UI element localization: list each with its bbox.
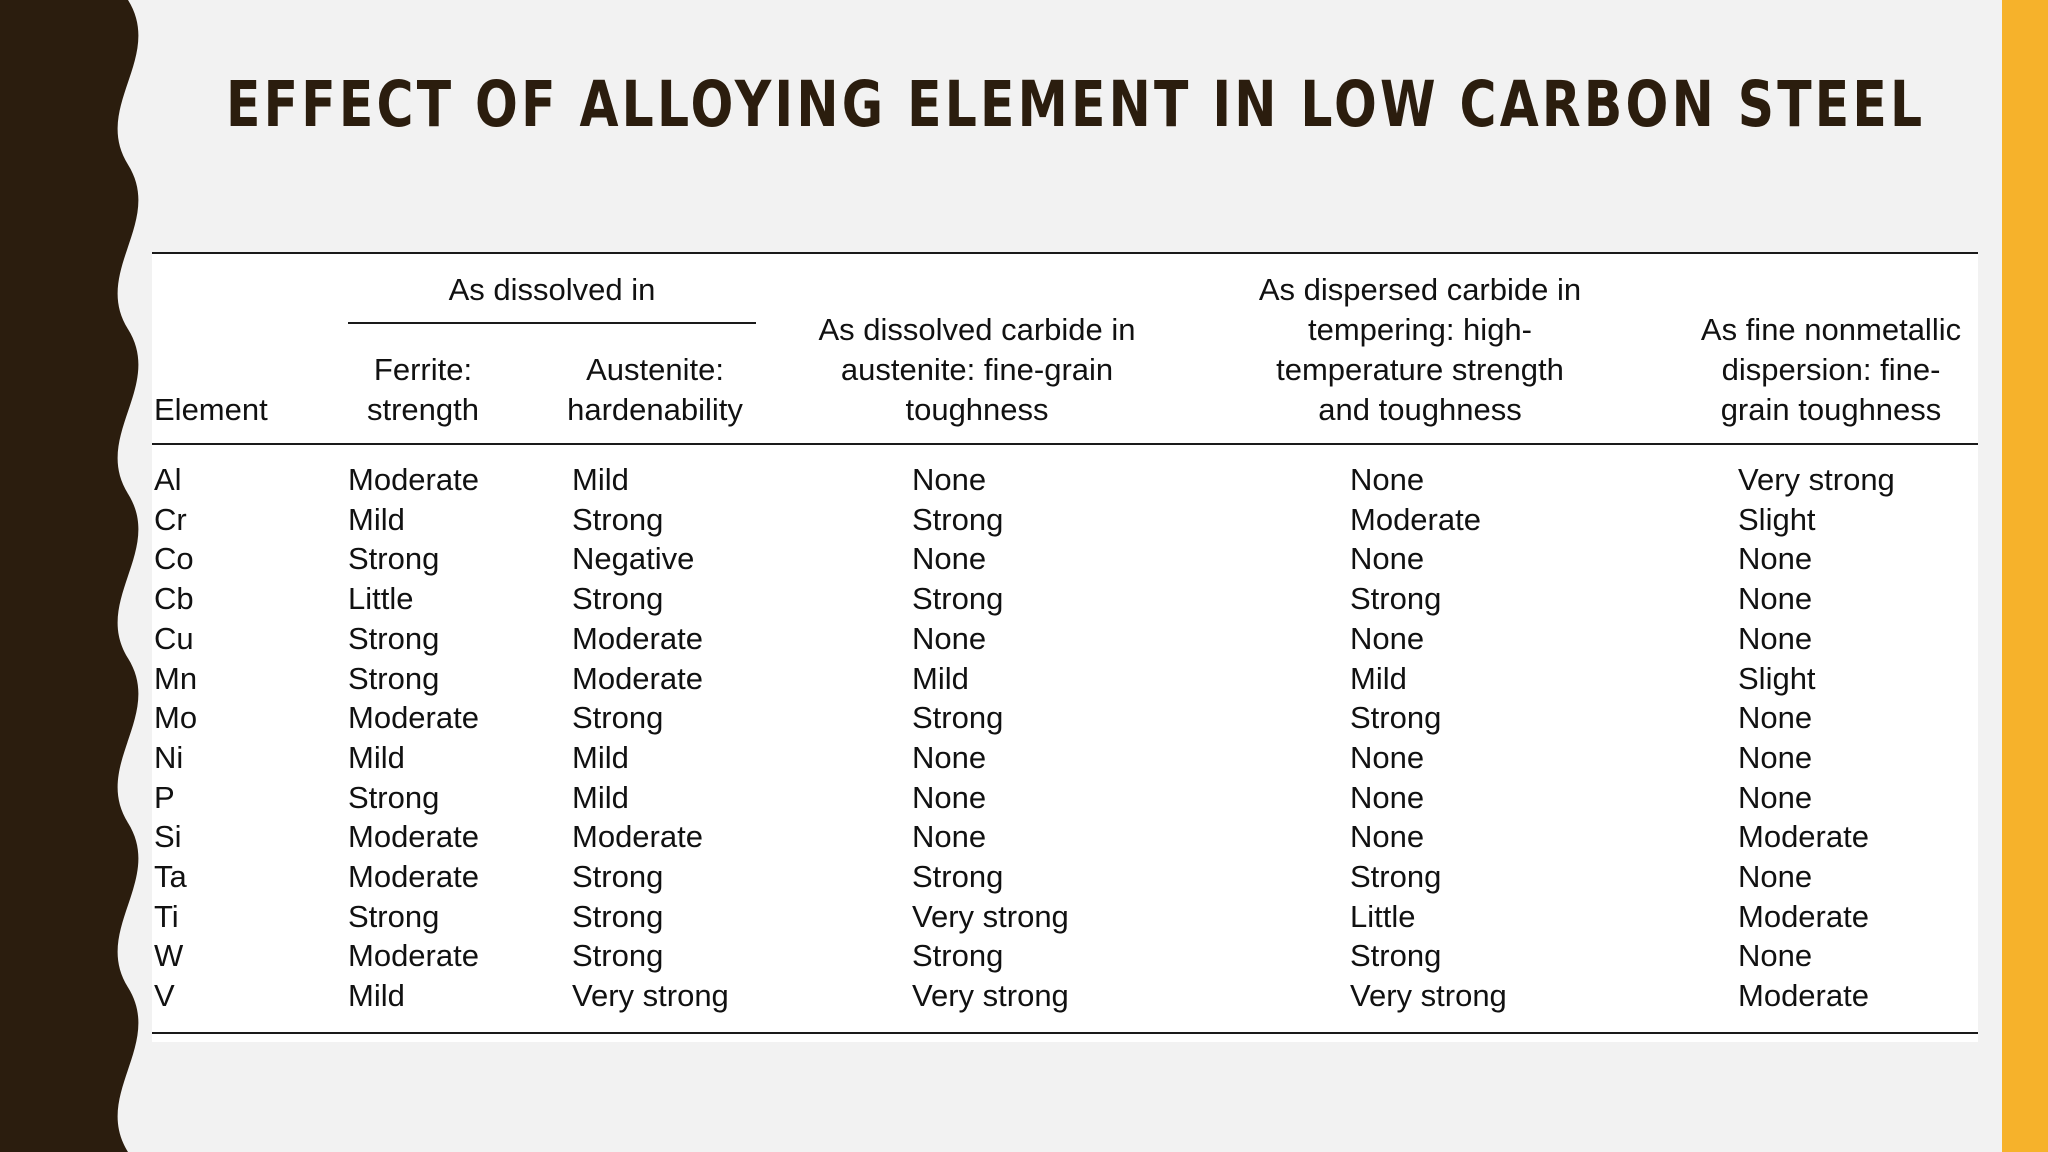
effect-cell: Strong — [1350, 700, 1442, 736]
effect-cell: Mild — [348, 978, 405, 1014]
effect-cell: None — [1738, 739, 1813, 775]
effect-cell: Mild — [348, 501, 405, 537]
header-element: Element — [154, 392, 268, 427]
effect-cell: Moderate — [572, 620, 703, 656]
effect-cell: Strong — [572, 700, 664, 736]
effect-cell: None — [1350, 739, 1425, 775]
right-accent-bar — [2002, 0, 2048, 1152]
header-dispersed-carbide-line: tempering: high- — [1307, 312, 1532, 347]
element-cell: V — [154, 978, 175, 1014]
header-ferrite-line: strength — [366, 392, 479, 427]
element-cell: Cb — [154, 581, 194, 617]
effect-cell: Little — [348, 581, 414, 617]
effect-cell: None — [912, 462, 987, 497]
element-cell: Si — [154, 819, 182, 855]
header-austenite-line: Austenite: — [586, 352, 724, 387]
effect-cell: Strong — [572, 501, 664, 537]
effect-cell: Strong — [348, 660, 440, 696]
effect-cell: Strong — [348, 898, 440, 934]
header-dispersed-carbide-line: As dispersed carbide in — [1258, 272, 1582, 307]
effect-cell: None — [1738, 700, 1813, 736]
effect-cell: Moderate — [348, 819, 479, 855]
effect-cell: Strong — [912, 859, 1004, 894]
table-row — [152, 539, 1978, 579]
wavy-left-border — [0, 0, 160, 1152]
element-cell: Cr — [154, 501, 187, 537]
table-row — [152, 460, 1978, 500]
effect-cell: Mild — [348, 739, 405, 775]
group-header-dissolved: As dissolved in — [448, 272, 656, 307]
header-ferrite-line: Ferrite: — [373, 352, 473, 387]
effect-cell: None — [912, 620, 987, 656]
header-nonmetallic-line: dispersion: fine- — [1721, 352, 1941, 387]
element-cell: Ti — [154, 898, 179, 934]
table-row — [152, 579, 1978, 619]
effect-cell: Strong — [348, 620, 440, 656]
element-cell: Ni — [154, 739, 184, 775]
effect-cell: Strong — [912, 938, 1004, 974]
effect-cell: Moderate — [1738, 898, 1869, 934]
element-cell: Cu — [154, 620, 194, 656]
effect-cell: Strong — [912, 501, 1004, 537]
header-austenite-line: hardenability — [567, 392, 743, 427]
effect-cell: None — [912, 739, 987, 775]
header-ferrite — [348, 350, 498, 430]
effect-cell: None — [1738, 938, 1813, 974]
group-header-underline — [348, 322, 756, 324]
effect-cell: Moderate — [1350, 501, 1481, 537]
effect-cell: Strong — [348, 779, 440, 815]
effect-cell: Very strong — [912, 978, 1069, 1014]
element-cell: Mn — [154, 660, 198, 696]
effect-cell: Strong — [572, 938, 664, 974]
table-bottom-rule — [152, 1032, 1978, 1034]
table-row — [152, 659, 1978, 699]
table-row — [152, 936, 1978, 976]
effect-cell: None — [912, 541, 987, 577]
effect-cell: None — [1350, 779, 1425, 815]
element-cell: W — [154, 938, 184, 974]
effect-cell: None — [1350, 620, 1425, 656]
effect-cell: Strong — [572, 581, 664, 617]
alloy-effects-table — [152, 252, 1978, 1042]
header-dissolved-carbide-line: toughness — [905, 392, 1049, 427]
effect-cell: Mild — [572, 739, 629, 775]
effect-cell: Moderate — [1738, 819, 1869, 855]
effect-cell: Strong — [912, 700, 1004, 736]
effect-cell: None — [1350, 462, 1425, 497]
table-row — [152, 897, 1978, 937]
table-row — [152, 976, 1978, 1016]
element-cell: Ta — [154, 859, 187, 894]
effect-cell: Strong — [1350, 581, 1442, 617]
header-nonmetallic-line: grain toughness — [1720, 392, 1942, 427]
header-austenite — [550, 350, 760, 430]
effect-cell: Moderate — [348, 462, 479, 497]
table-row — [152, 817, 1978, 857]
effect-cell: Mild — [572, 462, 629, 497]
table-row — [152, 738, 1978, 778]
effect-cell: Very strong — [572, 978, 729, 1014]
effect-cell: Mild — [912, 660, 969, 696]
effect-cell: None — [912, 779, 987, 815]
header-dispersed-carbide-line: temperature strength — [1276, 352, 1564, 387]
element-cell: P — [154, 779, 175, 815]
element-cell: Co — [154, 541, 194, 577]
table-row — [152, 619, 1978, 659]
effect-cell: Moderate — [572, 819, 703, 855]
slide-title: EFFECT OF ALLOYING ELEMENT IN LOW CARBON STEEL — [226, 68, 1926, 141]
table-row — [152, 778, 1978, 818]
header-nonmetallic-line: As fine nonmetallic — [1700, 312, 1962, 347]
effect-cell: None — [912, 819, 987, 855]
effect-cell: Moderate — [1738, 978, 1869, 1014]
effect-cell: None — [1738, 779, 1813, 815]
header-dispersed-carbide — [1220, 270, 1620, 430]
wavy-border-shape — [0, 0, 138, 1152]
effect-cell: Slight — [1738, 660, 1816, 696]
table-row — [152, 857, 1978, 897]
effect-cell: Moderate — [572, 660, 703, 696]
effect-cell: Negative — [572, 541, 695, 577]
effect-cell: Little — [1350, 898, 1416, 934]
effect-cell: Very strong — [1738, 462, 1895, 497]
table-top-rule — [152, 252, 1978, 254]
effect-cell: None — [1738, 541, 1813, 577]
effect-cell: Strong — [572, 859, 664, 894]
header-bottom-rule — [152, 443, 1978, 445]
effect-cell: Strong — [1350, 859, 1442, 894]
effect-cell: Strong — [1350, 938, 1442, 974]
effect-cell: Strong — [572, 898, 664, 934]
effect-cell: Mild — [1350, 660, 1407, 696]
effect-cell: Moderate — [348, 938, 479, 974]
header-dispersed-carbide-line: and toughness — [1318, 392, 1522, 427]
effect-cell: None — [1738, 581, 1813, 617]
effect-cell: Mild — [572, 779, 629, 815]
effect-cell: Very strong — [1350, 978, 1507, 1014]
table-row — [152, 698, 1978, 738]
element-cell: Mo — [154, 700, 198, 736]
effect-cell: Very strong — [912, 898, 1069, 934]
effect-cell: None — [1738, 859, 1813, 894]
header-dissolved-carbide-line: As dissolved carbide in — [818, 312, 1136, 347]
element-cell: Al — [154, 462, 182, 497]
header-dissolved-carbide-line: austenite: fine-grain — [840, 352, 1114, 387]
effect-cell: Strong — [912, 581, 1004, 617]
header-nonmetallic — [1676, 310, 1986, 430]
effect-cell: None — [1350, 541, 1425, 577]
header-dissolved-carbide — [792, 310, 1162, 430]
effect-cell: None — [1738, 620, 1813, 656]
effect-cell: Moderate — [348, 859, 479, 894]
effect-cell: Slight — [1738, 501, 1816, 537]
effect-cell: Moderate — [348, 700, 479, 736]
table-row — [152, 500, 1978, 540]
effect-cell: None — [1350, 819, 1425, 855]
effect-cell: Strong — [348, 541, 440, 577]
